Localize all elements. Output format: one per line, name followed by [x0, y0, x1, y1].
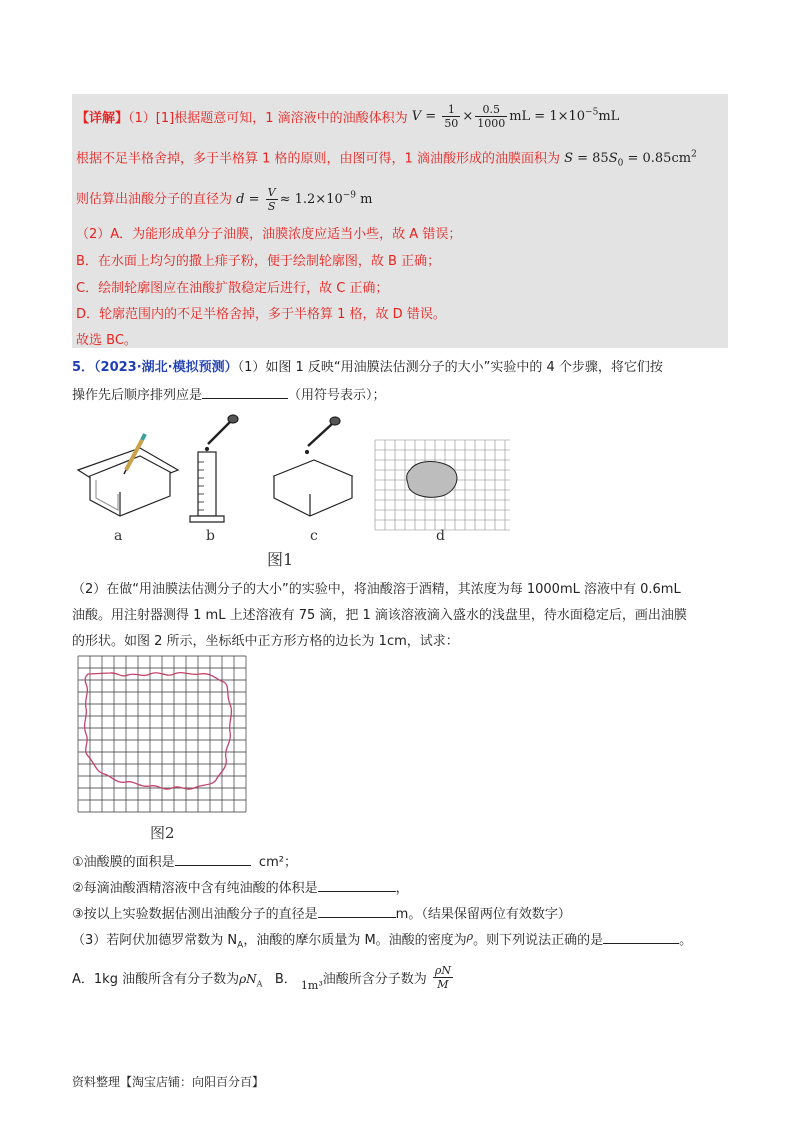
- detail-p2-formula: $S = 85S_0 = 0.85cm^2$: [564, 150, 697, 169]
- fig1-caption: 图1: [267, 550, 294, 569]
- q5-part3-text-a: （3）若阿伏加德罗常数为 N: [72, 933, 238, 948]
- fig1-label-b: b: [206, 528, 215, 544]
- fig1-label-a: a: [114, 528, 123, 544]
- q5-part2-line2: 油酸。用注射器测得 1 mL 上述溶液有 75 滴，把 1 滴该溶液滴入盛水的浅盘里，待水面稳定后，画出油膜: [72, 608, 687, 623]
- choice-b-text: 油酸所含分子数为: [322, 972, 427, 987]
- choice-b-numerator: ρN: [434, 964, 451, 977]
- answer-blank-area[interactable]: [175, 853, 251, 866]
- detail-option-c: C．绘制轮廓图应在油酸扩散稳定后进行，故 C 正确；: [76, 281, 389, 296]
- choice-b-denominator: M: [437, 978, 449, 991]
- q5-part3: [72, 931, 692, 955]
- choice-b-fraction: [433, 964, 453, 991]
- figure-2: [74, 652, 254, 822]
- detail-line-1: [76, 105, 619, 132]
- oil-film-outline: [85, 673, 232, 790]
- q5-sub2-text: ②每滴油酸酒精溶液中含有纯油酸的体积是: [72, 881, 318, 896]
- fig1-step-a-tray-icon: [78, 434, 178, 516]
- choice-a-text: A．1kg 油酸所含有分子数为: [72, 972, 240, 987]
- fig2-caption: 图2: [150, 824, 175, 842]
- choice-b-unit: 1m³: [300, 979, 323, 992]
- fig1-step-b-cylinder-icon: [190, 415, 238, 522]
- detail-option-b: B．在水面上均匀的撒上痱子粉，便于绘制轮廓图，故 B 正确；: [76, 254, 441, 269]
- q5-source: （2023·湖北·模拟预测）: [94, 360, 238, 375]
- fig1-label-c: c: [310, 528, 318, 544]
- q5-part1-line2b: （用符号表示）；: [288, 388, 386, 403]
- answer-blank-choice[interactable]: [603, 931, 679, 944]
- fig1-step-d-grid-icon: [375, 440, 510, 530]
- q5-sub1: [72, 853, 297, 872]
- page-footer: 资料整理【淘宝店铺：向阳百分百】: [72, 1075, 265, 1089]
- detail-p2-text: 根据不足半格舍掉，多于半格算 1 格的原则，由图可得，1 滴油酸形成的油膜面积为: [76, 151, 560, 167]
- q5-sub1-text: ①油酸膜的面积是: [72, 855, 175, 870]
- q5-part2-line3: 的形状。如图 2 所示，坐标纸中正方形方格的边长为 1cm，试求：: [72, 634, 459, 649]
- detail-option-a: （2）A．为能形成单分子油膜，油膜浓度应适当小些，故 A 错误；: [76, 227, 462, 242]
- detail-p3-formula: d = $\frac{V}{S}$ ≈ $1.2\times 10^{-9}$ m: [236, 186, 373, 213]
- choice-b-label: B．: [274, 972, 297, 987]
- fig1-step-c-tray-icon: [274, 417, 352, 516]
- detail-conclusion: 故选 BC。: [76, 333, 137, 348]
- detail-p1-text: （1）[1]根据题意可知，1 滴溶液中的油酸体积为: [128, 111, 408, 126]
- q5-part3-text-b: ，油酸的摩尔质量为 M。油酸的密度为: [243, 933, 467, 948]
- q5-part1-line2a: 操作先后顺序排列应是: [72, 388, 203, 403]
- q5-part3-rho: ρ: [466, 930, 474, 943]
- detail-line-3: [76, 186, 373, 213]
- q5-part3-text-c: 。则下列说法正确的是: [473, 933, 604, 948]
- q5-sub1-unit: cm²；: [258, 855, 297, 870]
- detail-line-2: [76, 146, 697, 173]
- detail-p3-text: 则估算出油酸分子的直径为: [76, 192, 233, 207]
- answer-blank-diameter[interactable]: [318, 905, 396, 918]
- q5-line-1: [72, 359, 663, 377]
- detail-p1-formula: V = $\frac{1}{50}$ × $\frac{0.5}{1000}$ mL = $1\times 10^{-5}mL$: [411, 103, 620, 130]
- q5-part3-end: 。: [679, 933, 693, 948]
- q5-part1-line1: （1）如图 1 反映“用油膜法估测分子的大小”实验中的 4 个步骤，将它们按: [237, 360, 663, 375]
- q5-sub3-end: m。（结果保留两位有效数字）: [395, 907, 571, 922]
- q5-sub3: [72, 905, 571, 924]
- q5-sub2-end: ，: [395, 881, 409, 896]
- choice-a-formula: ρN: [239, 972, 257, 986]
- q5-sub3-text: ③按以上实验数据估测出油酸分子的直径是: [72, 907, 318, 922]
- q5-number: 5．: [72, 360, 95, 375]
- detail-option-d: D．轮廓范围内的不足半格舍掉，多于半格算 1 格，故 D 错误。: [76, 307, 446, 322]
- q5-line-2: [72, 386, 386, 405]
- fig1-label-d: d: [436, 528, 445, 544]
- q5-part3-sub: A: [237, 940, 244, 951]
- answer-blank-volume[interactable]: [318, 879, 396, 892]
- q5-sub2: [72, 879, 409, 898]
- detail-tag: 【详解】: [76, 111, 129, 126]
- answer-blank-order[interactable]: [202, 386, 288, 399]
- q5-choices: A．1kg 油酸所含有分子数为$\rho N_A$ B． $_{1m^3}$油酸所含分子数为 $\frac{\rho N}{M}$: [72, 964, 451, 992]
- q5-part2-line1: （2）在做“用油膜法估测分子的大小”的实验中，将油酸溶于酒精，其浓度为每 1000mL 溶液中有 0.6mL: [72, 582, 681, 597]
